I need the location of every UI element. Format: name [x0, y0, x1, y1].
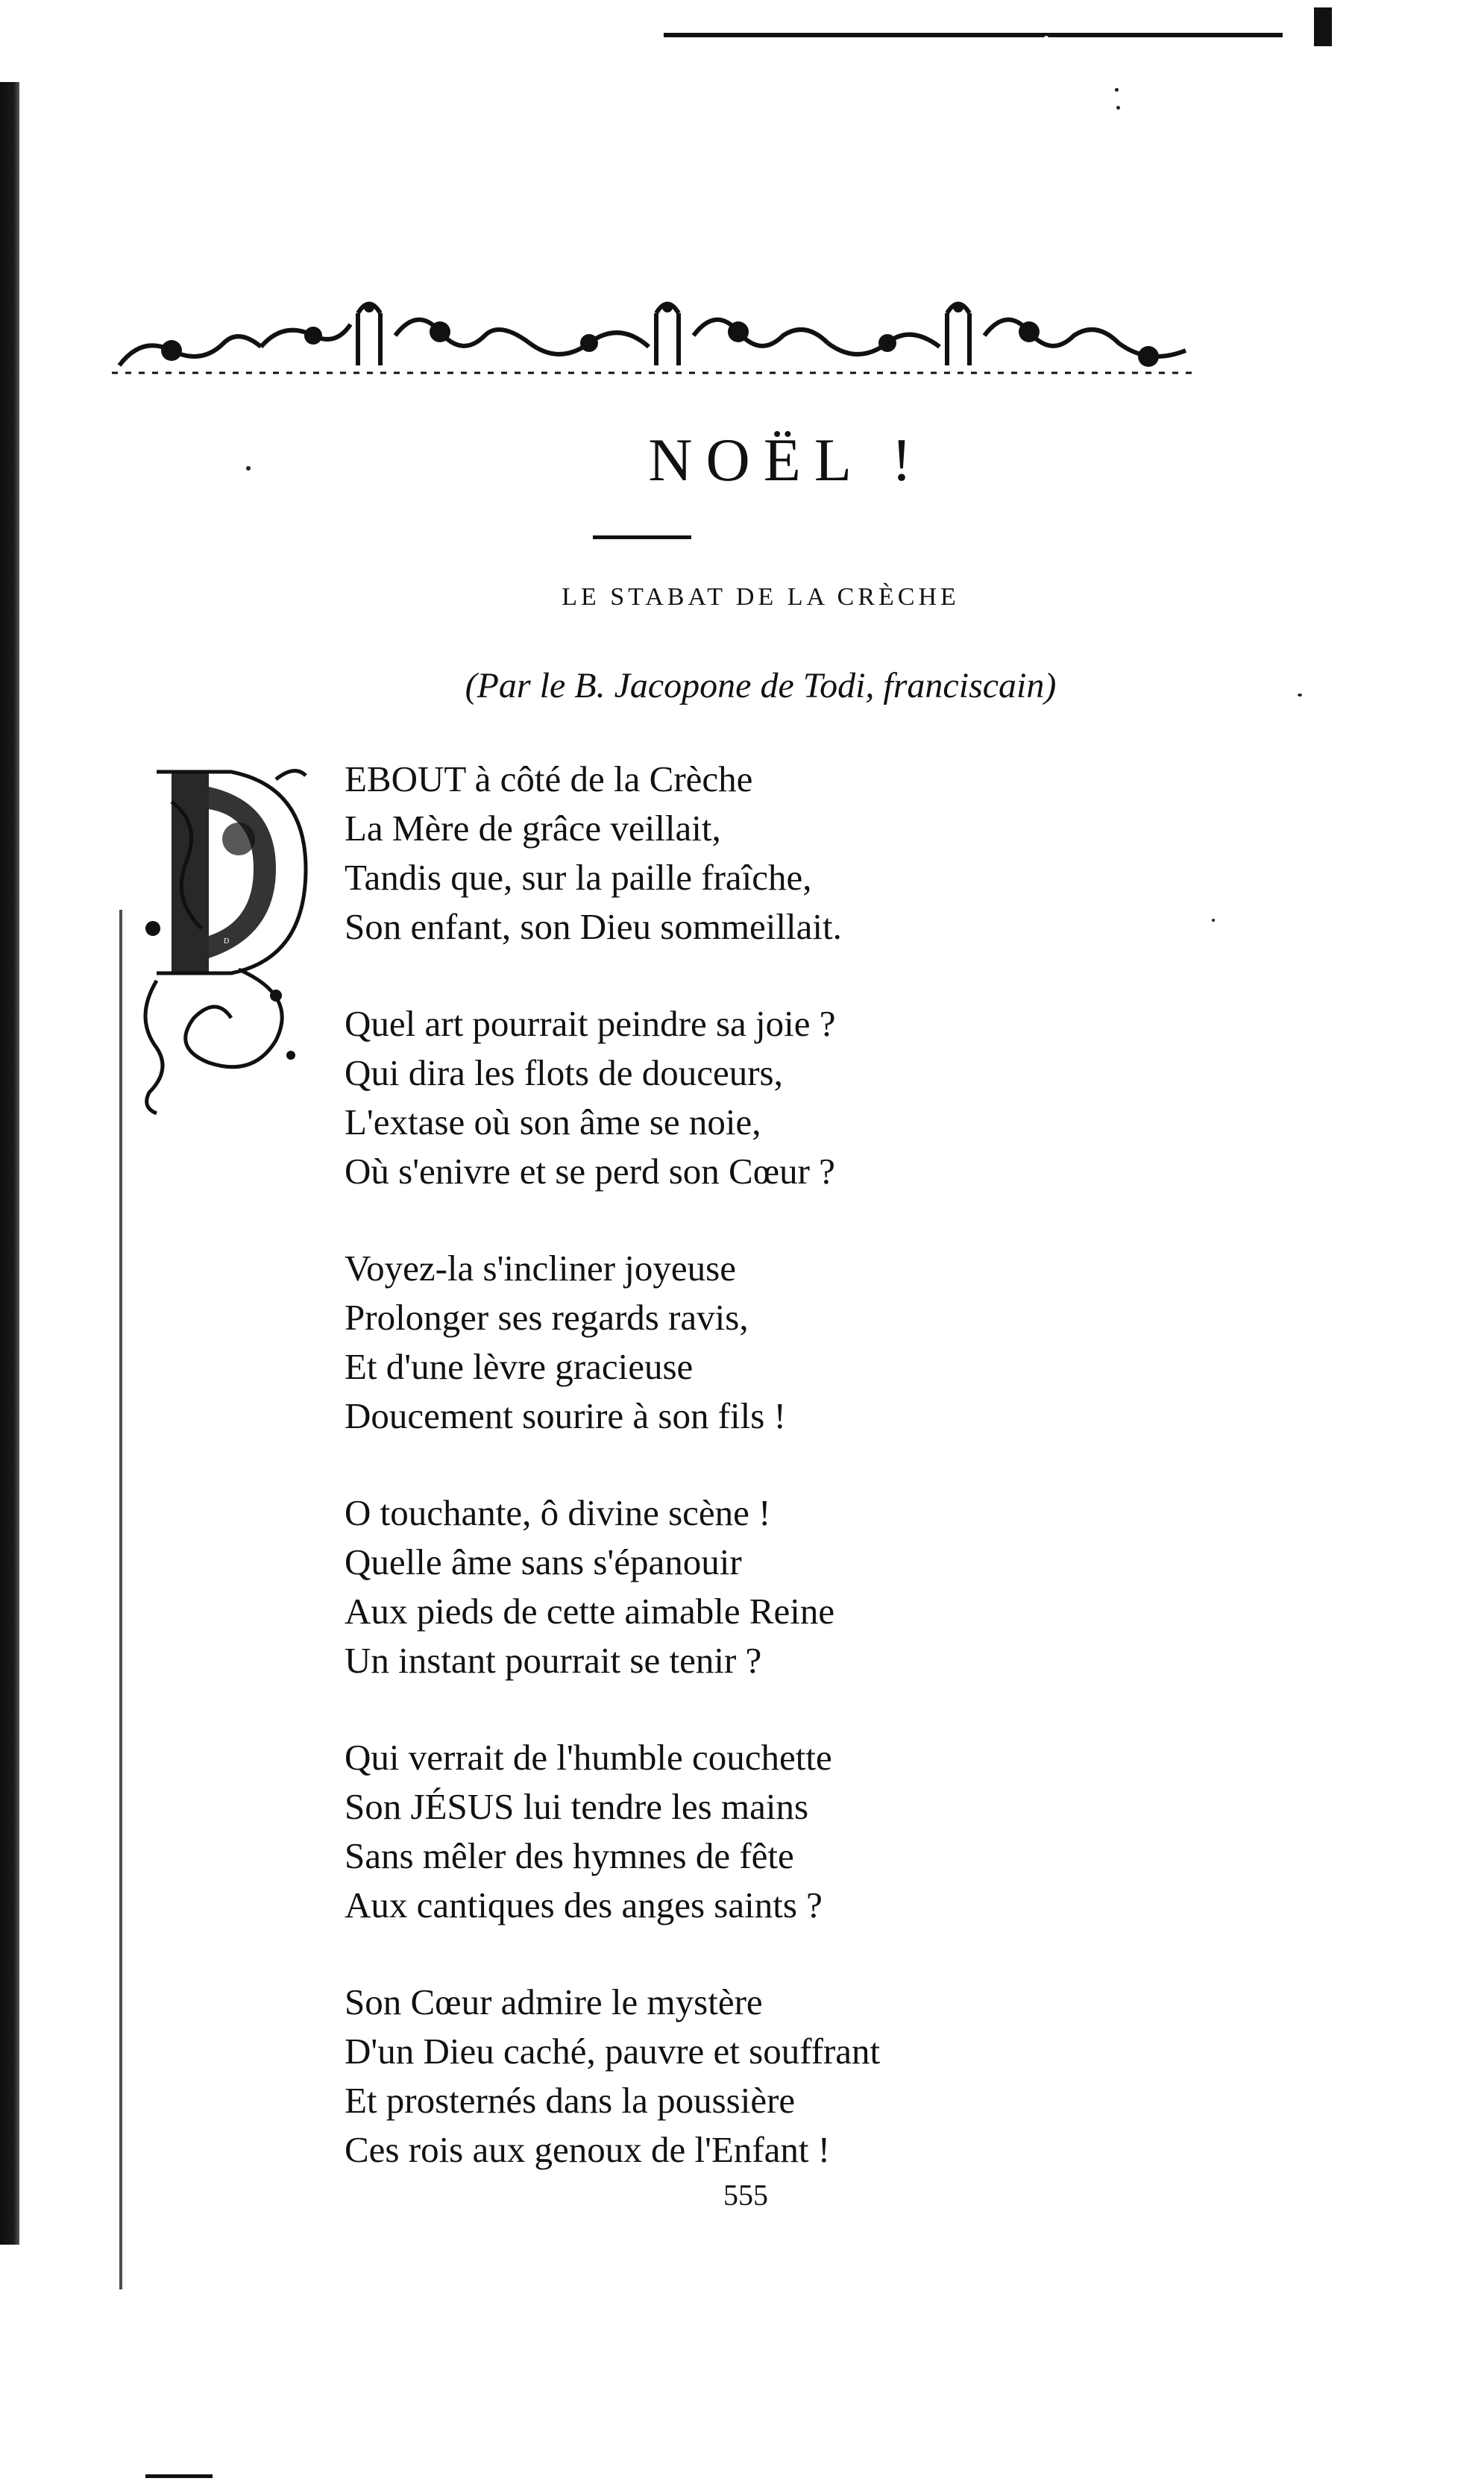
poem-line: O touchante, ô divine scène !: [345, 1492, 771, 1533]
drop-cap-letter: D: [224, 937, 230, 946]
poem-line: La Mère de grâce veillait,: [345, 808, 721, 849]
poem-line: Tandis que, sur la paille fraîche,: [345, 857, 812, 898]
scan-bottom-mark: [145, 2474, 213, 2478]
scan-speck: [1044, 36, 1048, 40]
scan-top-rule: [664, 33, 1283, 37]
stanza: [345, 1488, 1314, 1685]
drop-cap-illustration: [127, 757, 313, 1115]
poem-line: Doucement sourire à son fils !: [345, 1395, 786, 1436]
poem-line: Quelle âme sans s'épanouir: [345, 1541, 742, 1582]
poem-line: L'extase où son âme se noie,: [345, 1101, 761, 1142]
stanza: [345, 755, 1314, 952]
poem-line: Sans mêler des hymnes de fête: [345, 1835, 794, 1876]
poem-line: Qui verrait de l'humble couchette: [345, 1737, 832, 1778]
poem-line: Et prosternés dans la poussière: [345, 2080, 796, 2121]
poem-line: Quel art pourrait peindre sa joie ?: [345, 1003, 836, 1044]
scan-edge-line: [119, 910, 122, 2289]
poem-line: Et d'une lèvre gracieuse: [345, 1346, 694, 1387]
poem-line: EBOUT à côté de la Crèche: [345, 758, 753, 799]
scan-speck: [1115, 88, 1119, 92]
poem-line: Ces rois aux genoux de l'Enfant !: [345, 2129, 831, 2170]
stanza: [345, 999, 1314, 1196]
poem-line: Un instant pourrait se tenir ?: [345, 1640, 762, 1681]
stanza: [345, 1733, 1314, 1930]
page-number: 555: [723, 2178, 768, 2212]
poem-line: Prolonger ses regards ravis,: [345, 1297, 749, 1338]
page-title: NOËL !: [648, 426, 925, 494]
scan-speck: [1116, 106, 1120, 110]
poem: [345, 755, 1314, 2222]
poem-line: D'un Dieu caché, pauvre et souffrant: [345, 2031, 881, 2072]
stanza: [345, 1978, 1314, 2175]
poem-line: Qui dira les flots de douceurs,: [345, 1052, 783, 1093]
scan-top-mark: [1314, 7, 1332, 46]
attribution: (Par le B. Jacopone de Todi, franciscain): [465, 666, 1057, 705]
title-divider: [593, 535, 691, 539]
poem-line: Où s'enivre et se perd son Cœur ?: [345, 1151, 835, 1192]
poem-line: Voyez-la s'incliner joyeuse: [345, 1248, 736, 1289]
poem-line: Son enfant, son Dieu sommeillait.: [345, 906, 842, 947]
poem-line: Aux cantiques des anges saints ?: [345, 1884, 823, 1925]
stanza: [345, 1244, 1314, 1441]
poem-line: Son JÉSUS lui tendre les mains: [345, 1786, 809, 1827]
scan-edge-shadow: [0, 82, 19, 2245]
poem-line: Aux pieds de cette aimable Reine: [345, 1591, 835, 1632]
header-ornament: [112, 291, 1193, 380]
poem-line: Son Cœur admire le mystère: [345, 1981, 763, 2022]
subtitle: LE STABAT DE LA CRÈCHE: [562, 583, 960, 611]
